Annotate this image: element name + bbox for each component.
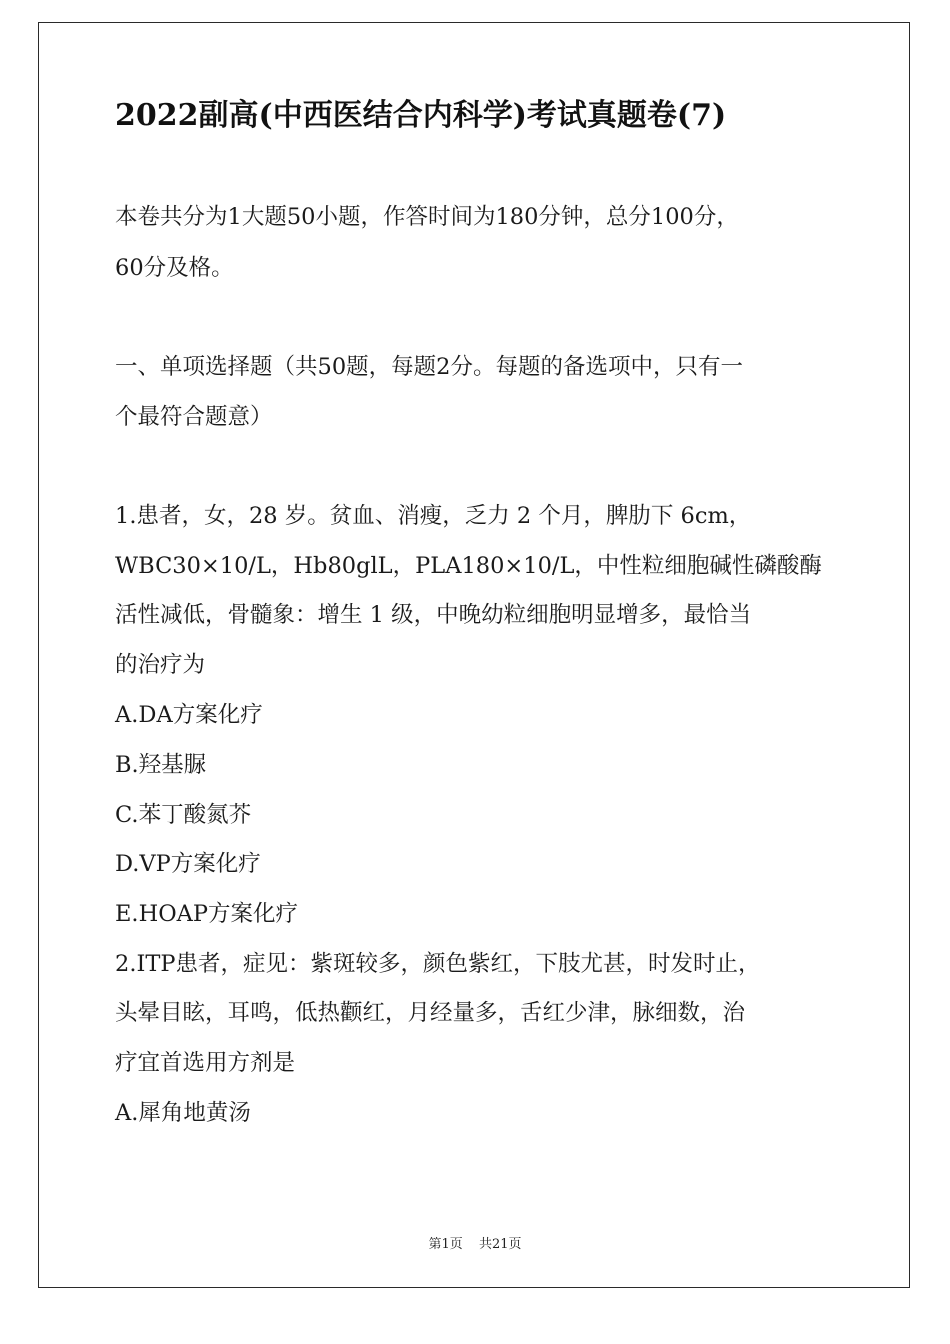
section-heading-line-2: 个最符合题意） <box>115 404 273 430</box>
question-2-stem-line: 头晕目眩，耳鸣，低热颧红，月经量多，舌红少津，脉细数，治 <box>115 1000 746 1026</box>
page-footer <box>0 1233 950 1252</box>
document-title: 2022副高(中西医结合内科学)考试真题卷(7) <box>115 98 727 133</box>
question-1-stem-line: 的治疗为 <box>115 652 206 678</box>
question-1-option-b: B.羟基脲 <box>115 752 207 778</box>
question-2-option-a: A.犀角地黄汤 <box>115 1100 251 1126</box>
page-number: 第1页 <box>428 1237 463 1252</box>
question-1-option-d: D.VP方案化疗 <box>115 851 261 877</box>
page-total: 共21页 <box>478 1237 522 1252</box>
question-2-stem-line: 疗宜首选用方剂是 <box>115 1050 296 1076</box>
question-1-option-c: C.苯丁酸氮芥 <box>115 802 252 828</box>
section-heading-line-1: 一、单项选择题（共50题，每题2分。每题的备选项中，只有一 <box>115 354 743 380</box>
question-1-option-e: E.HOAP方案化疗 <box>115 901 299 927</box>
question-2-stem-line: 2.ITP患者，症见：紫斑较多，颜色紫红，下肢尤甚，时发时止， <box>115 951 761 977</box>
question-1-option-a: A.DA方案化疗 <box>115 702 263 728</box>
question-1-stem-line: 1.患者，女，28 岁。贫血、消瘦，乏力 2 个月，脾肋下 6cm， <box>115 503 752 529</box>
intro-line-2: 60分及格。 <box>115 255 234 281</box>
intro-line-1: 本卷共分为1大题50小题，作答时间为180分钟，总分100分， <box>115 204 739 230</box>
question-1-stem-line: WBC30×10/L，Hb80glL，PLA180×10/L，中性粒细胞碱性磷酸酶 <box>115 553 822 579</box>
question-1-stem-line: 活性减低，骨髓象：增生 1 级，中晚幼粒细胞明显增多，最恰当 <box>115 602 752 628</box>
